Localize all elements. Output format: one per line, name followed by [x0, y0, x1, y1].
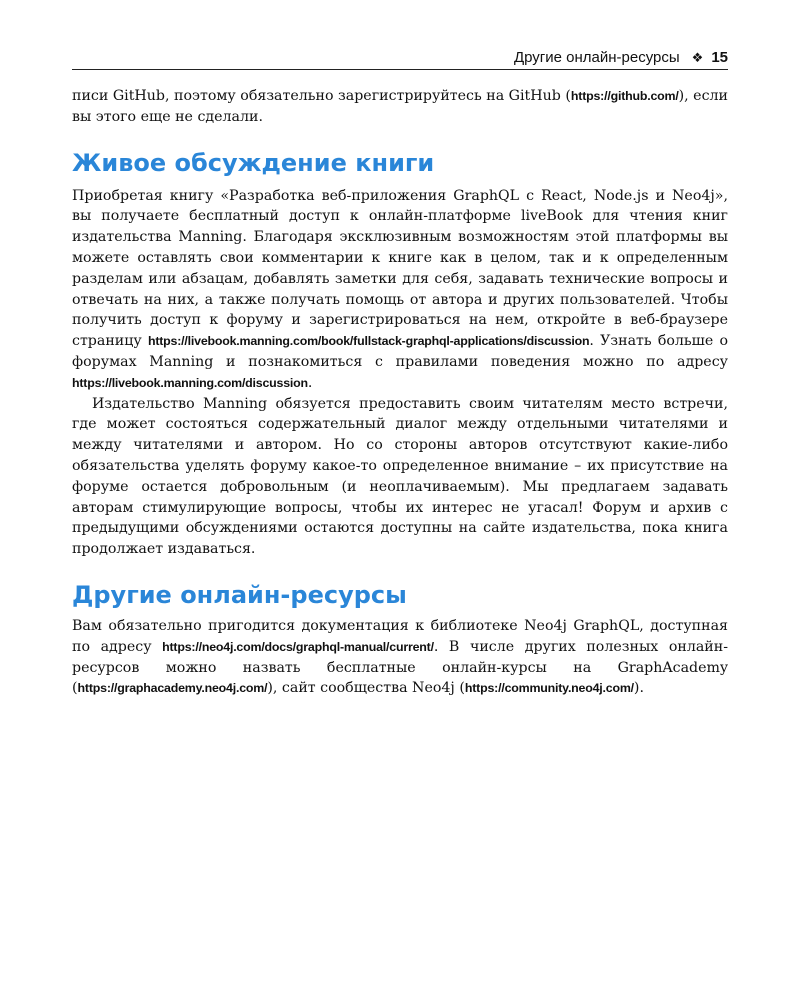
section-heading-other-resources: Другие онлайн-ресурсы: [72, 580, 407, 609]
link-graphacademy[interactable]: https://graphacademy.neo4j.com/: [77, 681, 268, 696]
link-neo4j-community[interactable]: https://community.neo4j.com/: [464, 681, 634, 696]
running-header: [72, 48, 728, 68]
link-neo4j-graphql-docs[interactable]: https://neo4j.com/docs/graphql-manual/current/: [162, 639, 434, 654]
running-header-title: Другие онлайн-ресурсы: [513, 49, 680, 66]
page-number: 15: [711, 49, 728, 66]
paragraph-other-resources: Вам обязательно пригодится документация к библиотеке Neo4j GraphQL, доступная по адресу https://neo4j.com/docs/graphql-manual/current/. В числе других полезных онлайн-ресурсов можно назвать бесплатные онлайн-курсы на GraphAcademy (https://graphacademy.neo4j.com/), сайт сообщества Neo4j (https://community.neo4j.com/).: [72, 617, 728, 697]
ornament-icon: ❖: [691, 50, 704, 65]
paragraph-livebook: Приобретая книгу «Разработка веб-приложения GraphQL с React, Node.js и Neo4j», вы получаете бесплатный доступ к онлайн-платформе liveBook для чтения книг издательства Manning. Благодаря эксклюзивным возможностям этой платформы вы можете оставлять свои комментарии к книге как в целом, так и к определенным разделам или абзацам, добавлять заметки для себя, задавать технические вопросы и отвечать на них, а также получать помощь от автора и других пользователей. Чтобы получить доступ к форуму и зарегистрироваться на нем, откройте в веб-браузере страницу https://livebook.manning.com/book/fullstack-graphql-applications/discussion. Узнать больше о форумах Manning и познакомиться с правилами поведения можно по адресу https://livebook.manning.com/discussion.: [72, 187, 729, 391]
link-github[interactable]: https://github.com/: [570, 89, 679, 103]
intro-paragraph: писи GitHub, поэтому обязательно зарегистрируйтесь на GitHub (https://github.com/), если вы этого еще не сделали.: [72, 88, 728, 125]
link-livebook-discussion[interactable]: https://livebook.manning.com/discussion: [72, 375, 308, 390]
section-heading-live-discussion: Живое обсуждение книги: [72, 148, 435, 177]
paragraph-manning-commitment: Издательство Manning обязуется предоставить своим читателям место встречи, где может состояться содержательный диалог между отдельными читателями и между читателями и автором. Но со стороны авторов отсутствуют какие-либо обязательства уделять форуму какое-то определенное внимание – их присутствие на форуме остается добровольным (и неоплачиваемым). Мы предлагаем задавать авторам стимулирующие вопросы, чтобы их интерес не угасал! Форум и архив с предыдущими обсуждениями остаются доступны на сайте издательства, пока книга продолжает издаваться.: [72, 395, 728, 558]
page-content: [72, 86, 728, 699]
header-rule: [72, 69, 728, 70]
link-livebook-book-discussion[interactable]: https://livebook.manning.com/book/fullstack-graphql-applications/discussion: [147, 334, 590, 349]
